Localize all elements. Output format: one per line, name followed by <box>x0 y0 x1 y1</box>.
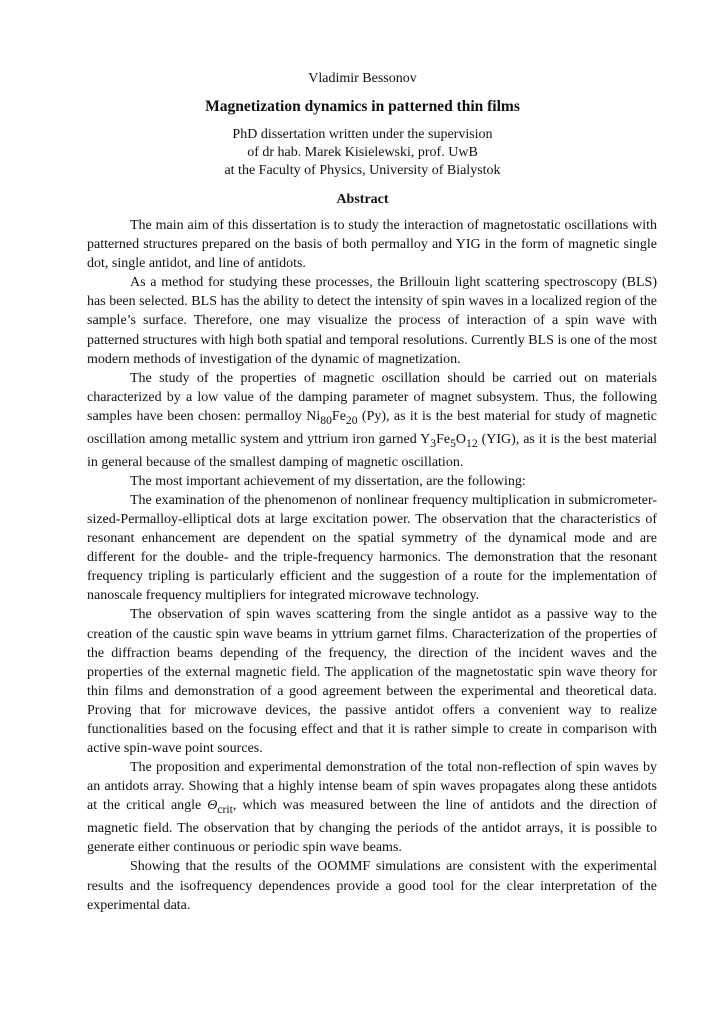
ni-subscript: 80 <box>320 413 332 427</box>
author-name: Vladimir Bessonov <box>308 71 417 86</box>
paragraph-aim: The main aim of this dissertation is to study the interaction of magnetostatic oscillations with patterned structures prepared on the basis of both permalloy and YIG in the form of magnetic single dot, single antidot, and line of antidots. <box>87 218 657 272</box>
document-title: Magnetization dynamics in patterned thin films <box>205 98 520 115</box>
crit-subscript: crit <box>217 803 233 817</box>
paragraph-non-reflection-text-a: The proposition and experimental demonstration of the total non-reflection of spin waves by an antidots array. Showing that a highly intense beam of spin waves propagates along these antidots at the critical angle <box>87 760 657 814</box>
supervision-block <box>0 126 725 180</box>
supervision-line-1: PhD dissertation written under the supervision <box>232 127 493 142</box>
fe-symbol-2: Fe <box>436 431 451 447</box>
supervision-line-2: of dr hab. Marek Kisielewski, prof. UwB <box>247 145 478 160</box>
paragraph-materials-text-a: The study of the properties of magnetic oscillation should be carried out on materials characterized by a low value of the damping parameter of magnet subsystem. Thus, the following samples have been chosen: permalloy Ni <box>87 370 657 424</box>
paragraph-method: As a method for studying these processes, the Brillouin light scattering spectroscopy (BLS) has been selected. BLS has the ability to detect the intensity of spin waves in a localized region of the sample’s surface. Therefore, one may visualize the process of interaction of a spin wave with patterned structures with high both spatial and temporal resolutions. Currently BLS is one of the most modern methods of investigation of the dynamic of magnetization. <box>87 275 658 367</box>
abstract-heading: Abstract <box>336 192 389 207</box>
paragraph-non-reflection-text-b: , which was measured between the line of antidots and the direction of magnetic field. The observation that by changing the periods of the antidot arrays, it is possible to generate either continuous or periodic spin wave beams. <box>87 798 657 856</box>
fe-subscript-2: 5 <box>450 436 456 450</box>
theta-symbol: Θ <box>207 798 218 814</box>
y-subscript: 3 <box>430 436 437 450</box>
paragraph-materials-text-b: (Py), as it is the best material for study of magnetic oscillation among metallic system and yttrium iron garned Y <box>87 408 658 447</box>
paragraph-materials <box>87 369 657 472</box>
supervision-line-3: at the Faculty of Physics, University of Bialystok <box>224 163 501 178</box>
paragraph-achievements-intro: The most important achievement of my dissertation, are the following: <box>130 473 526 489</box>
fe-symbol: Fe <box>331 408 346 424</box>
paragraph-antidot-scattering: The observation of spin waves scattering from the single antidot as a passive way to the creation of the caustic spin wave beams in yttrium garnet films. Characterization of the properties of the diffraction beams depending of the frequency, the direction of the incident waves and the properties of the external magnetic field. The application of the magnetostatic spin wave theory for thin films and demonstration of a good agreement between the experimental and theoretical data. Proving that for microwave devices, the passive antidot offers a convenient way to realize functionalities based on the focusing effect and that it is rather simple to create in comparison with active spin-wave point sources. <box>87 607 657 757</box>
paragraph-materials-text-c: (YIG), as it is the best material in general because of the smallest damping of magnetic oscillation. <box>87 431 657 470</box>
o-subscript: 12 <box>466 436 478 450</box>
o-symbol: O <box>455 431 467 447</box>
paragraph-oommf: Showing that the results of the OOMMF simulations are consistent with the experimental results and the isofrequency dependences provide a good tool for the clear interpretation of the experimental data. <box>87 859 657 913</box>
paragraph-non-reflection <box>87 758 657 857</box>
fe-subscript: 20 <box>345 413 358 427</box>
abstract-body <box>87 216 657 915</box>
paragraph-frequency-multiplication: The examination of the phenomenon of nonlinear frequency multiplication in submicrometer-sized-Permalloy-elliptical dots at large excitation power. The observation that the characteristics of resonant enhancement are dependent on the spatial symmetry of the dynamical mode and are different for the double- and the triple-frequency harmonics. The demonstration that the resonant frequency tripling is particularly efficient and the suggestion of a route for the implementation of nanoscale frequency multipliers for integrated microwave technology. <box>87 492 657 604</box>
